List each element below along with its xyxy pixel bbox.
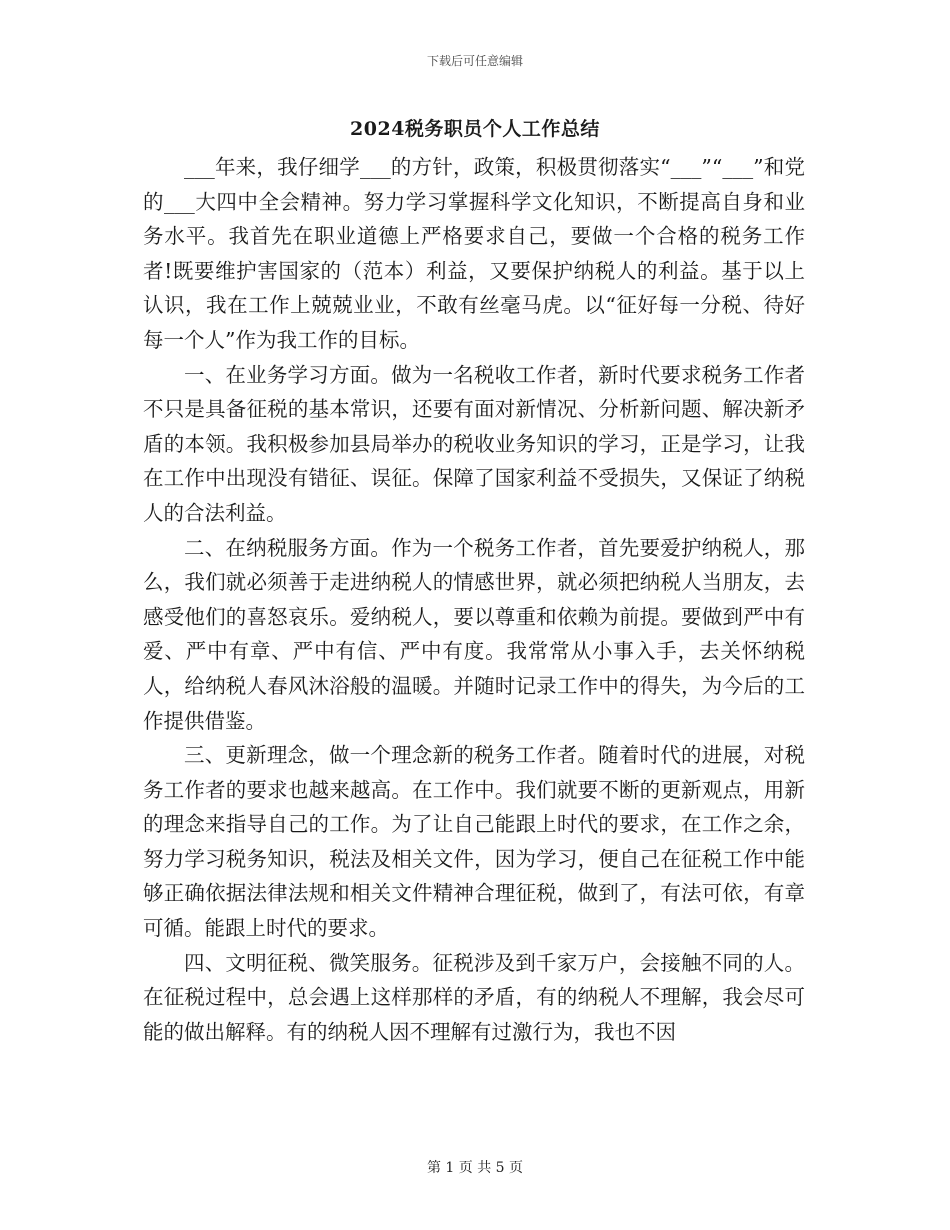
- page-footer: 第 1 页 共 5 页: [426, 1160, 524, 1176]
- header-note: 下载后可任意编辑: [426, 54, 523, 68]
- document-title: 2024税务职员个人工作总结: [350, 118, 600, 140]
- document-body: [143, 150, 805, 1049]
- paragraph-update-concepts: 三、更新理念，做一个理念新的税务工作者。随着时代的进展，对税务工作者的要求也越来越高。在工作中。我们就要不断的更新观点，用新的理念来指导自己的工作。为了让自己能跟上时代的要求，在工作之余，努力学习税务知识，税法及相关文件，因为学习，便自己在征税工作中能够正确依据法律法规和相关文件精神合理征税，做到了，有法可依，有章可循。能跟上时代的要求。: [143, 743, 805, 941]
- paragraph-taxpayer-service: 二、在纳税服务方面。作为一个税务工作者，首先要爱护纳税人，那么，我们就必须善于走进纳税人的情感世界，就必须把纳税人当朋友，去感受他们的喜怒哀乐。爱纳税人，要以尊重和依赖为前提。要做到严中有爱、严中有章、严中有信、严中有度。我常常从小事入手，去关怀纳税人，给纳税人春风沐浴般的温暖。并随时记录工作中的得失，为今后的工作提供借鉴。: [143, 535, 805, 733]
- paragraph-intro: ___年来，我仔细学___的方针，政策，积极贯彻落实“___”“___”和党的___大四中全会精神。努力学习掌握科学文化知识，不断提高自身和业务水平。我首先在职业道德上严格要求自己，要做一个合格的税务工作者!既要维护害国家的（范本）利益，又要保护纳税人的利益。基于以上认识，我在工作上兢兢业业，不敢有丝毫马虎。以“征好每一分税、待好每一个人”作为我工作的目标。: [143, 155, 805, 352]
- paragraph-civilized-taxation: 四、文明征税、微笑服务。征税涉及到千家万户，会接触不同的人。在征税过程中，总会遇上这样那样的矛盾，有的纳税人不理解，我会尽可能的做出解释。有的纳税人因不理解有过激行为，我也不因: [143, 950, 805, 1044]
- paragraph-business-study: 一、在业务学习方面。做为一名税收工作者，新时代要求税务工作者不只是具备征税的基本常识，还要有面对新情况、分析新问题、解决新矛盾的本领。我积极参加县局举办的税收业务知识的学习，正是学习，让我在工作中出现没有错征、误征。保障了国家利益不受损失，又保证了纳税人的合法利益。: [143, 362, 805, 525]
